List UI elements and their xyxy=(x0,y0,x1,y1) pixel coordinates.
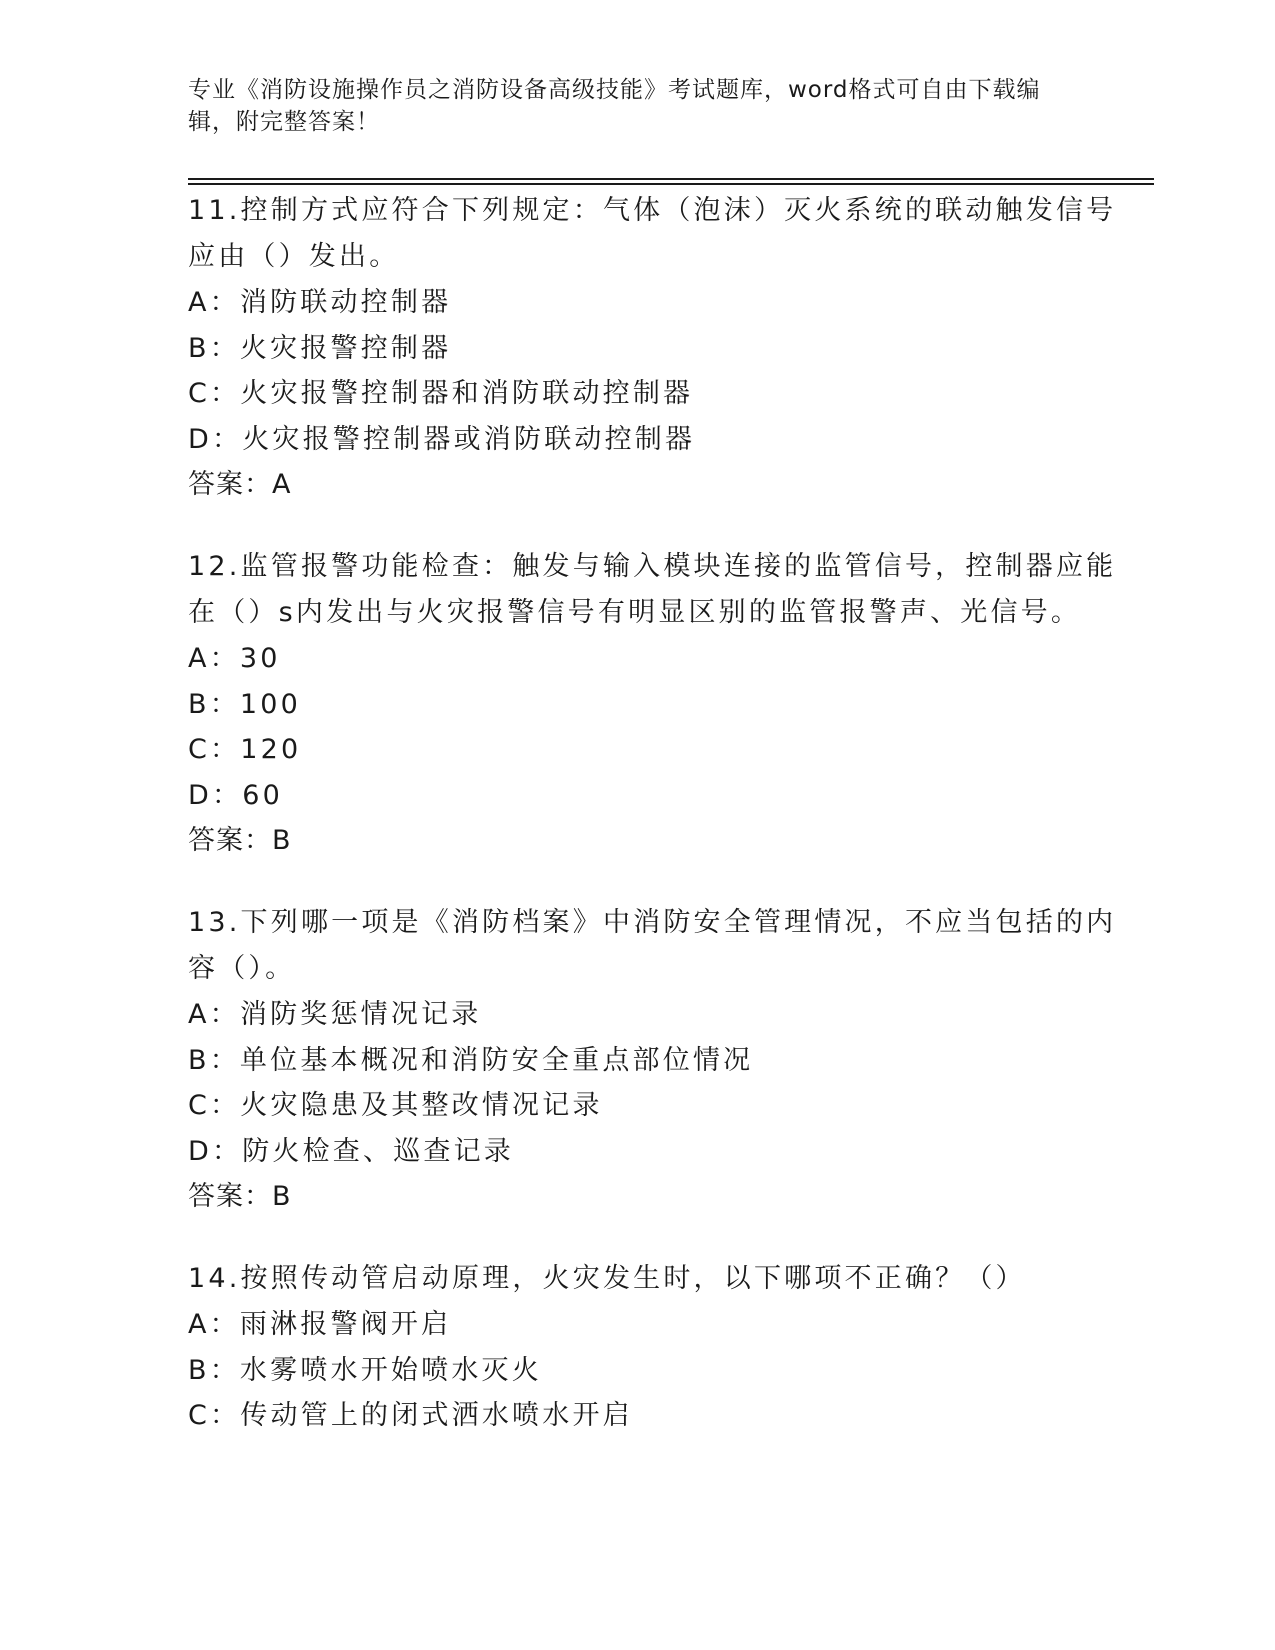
question-12 xyxy=(188,544,1118,864)
option-a: A：消防联动控制器 xyxy=(188,287,452,318)
option-a: A：30 xyxy=(188,643,281,674)
question-stem: 13.下列哪一项是《消防档案》中消防安全管理情况，不应当包括的内容（）。 xyxy=(188,907,1117,984)
option-c: C：火灾报警控制器和消防联动控制器 xyxy=(188,378,694,409)
option-c: C：火灾隐患及其整改情况记录 xyxy=(188,1090,603,1121)
question-stem: 11.控制方式应符合下列规定：气体（泡沫）灭火系统的联动触发信号应由（）发出。 xyxy=(188,195,1117,272)
option-a: A：雨淋报警阀开启 xyxy=(188,1309,452,1340)
question-11 xyxy=(188,188,1118,508)
option-b: B：水雾喷水开始喷水灭火 xyxy=(188,1354,542,1386)
option-d: D：火灾报警控制器或消防联动控制器 xyxy=(188,423,696,455)
header-divider-bottom xyxy=(188,183,1154,185)
question-list xyxy=(188,188,1118,1475)
option-d: D：防火检查、巡查记录 xyxy=(188,1135,514,1167)
answer-label: 答案：B xyxy=(188,1181,292,1212)
option-d: D：60 xyxy=(188,779,283,811)
question-14 xyxy=(188,1256,1118,1439)
option-b: B：100 xyxy=(188,688,302,720)
question-13 xyxy=(188,900,1118,1220)
option-b: B：火灾报警控制器 xyxy=(188,332,452,364)
question-stem: 14.按照传动管启动原理，火灾发生时，以下哪项不正确？（） xyxy=(188,1263,1026,1294)
option-b: B：单位基本概况和消防安全重点部位情况 xyxy=(188,1044,754,1076)
option-c: C：传动管上的闭式洒水喷水开启 xyxy=(188,1400,633,1431)
answer-label: 答案：A xyxy=(188,469,292,500)
question-stem: 12.监管报警功能检查：触发与输入模块连接的监管信号，控制器应能在（）s内发出与火灾报警信号有明显区别的监管报警声、光信号。 xyxy=(188,551,1117,628)
header-divider-top xyxy=(188,178,1154,180)
option-c: C：120 xyxy=(188,734,302,765)
document-header: 专业《消防设施操作员之消防设备高级技能》考试题库，word格式可自由下载编辑，附完整答案！ xyxy=(188,77,1041,135)
answer-label: 答案：B xyxy=(188,825,292,856)
option-a: A：消防奖惩情况记录 xyxy=(188,999,482,1030)
